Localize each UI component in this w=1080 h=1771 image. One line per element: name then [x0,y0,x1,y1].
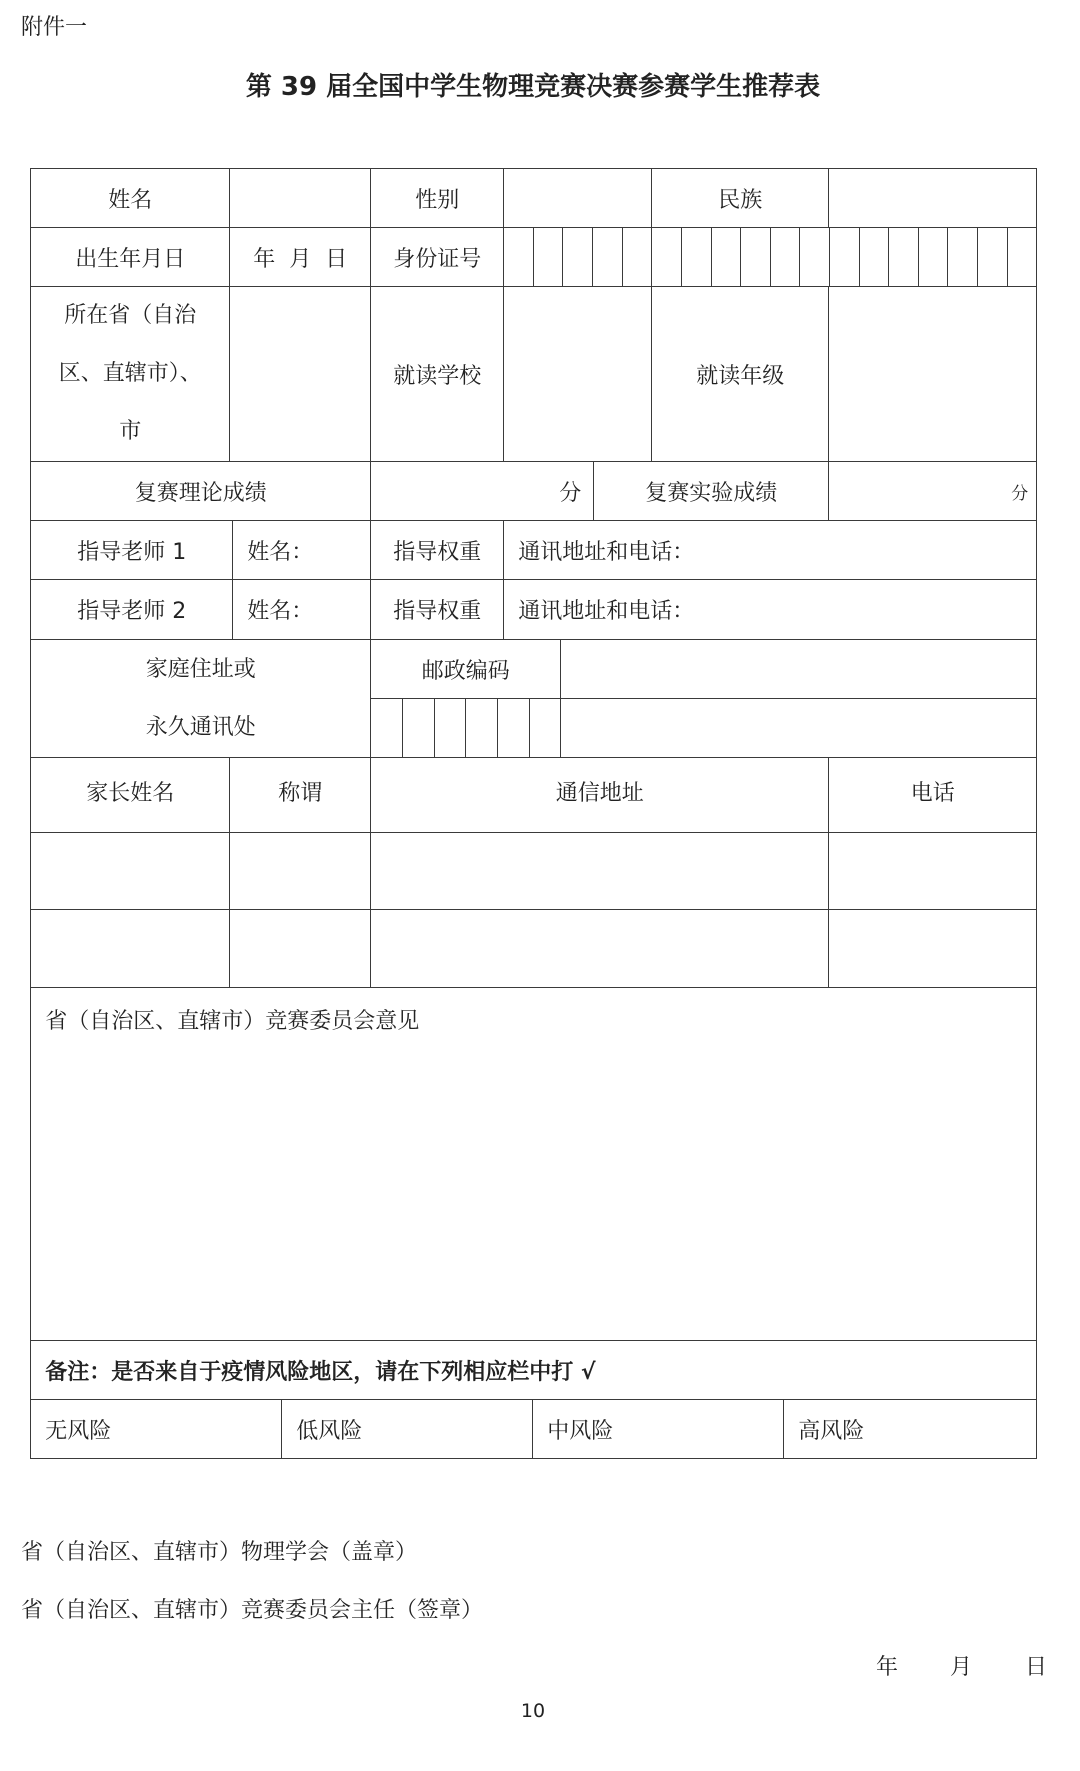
id-digit-cell[interactable] [770,227,801,287]
parent-address-cell[interactable] [370,832,829,910]
id-digit-cell[interactable] [740,227,771,287]
teacher-2-label: 指导老师 2 [30,579,233,640]
grade-label: 就读年级 [651,286,829,462]
teacher-2-weight-label: 指导权重 [370,579,504,640]
id-digit-cell[interactable] [533,227,564,287]
province-label-line: 区、直辖市）、 [58,361,202,387]
postal-digit-cell[interactable] [402,698,435,758]
parent-relation-cell[interactable] [229,832,371,910]
birth-field[interactable]: 年 月 日 [229,227,371,287]
society-seal-line: 省（自治区、直辖市）物理学会（盖章） [21,1540,418,1565]
experiment-score-field[interactable]: 分 [828,461,1037,521]
parent-address-header: 通信地址 [370,757,829,833]
id-digit-cell[interactable] [503,227,534,287]
birth-label: 出生年月日 [30,227,230,287]
school-label: 就读学校 [370,286,504,462]
teacher-1-label: 指导老师 1 [30,520,233,580]
id-digit-cell[interactable] [829,227,860,287]
risk-high-option[interactable]: 高风险 [783,1399,1037,1459]
risk-note: 备注：是否来自于疫情风险地区，请在下列相应栏中打 √ [30,1340,1037,1400]
risk-none-option[interactable]: 无风险 [30,1399,282,1459]
name-label: 姓名 [30,168,230,228]
province-label [30,286,230,462]
id-digit-cell[interactable] [622,227,653,287]
attachment-label: 附件一 [21,15,88,40]
parent-name-header: 家长姓名 [30,757,230,833]
postal-digit-cell[interactable] [465,698,498,758]
parent-phone-cell[interactable] [828,832,1037,910]
parent-relation-cell[interactable] [229,909,371,988]
postal-digit-cell[interactable] [434,698,467,758]
date-year: 年 [876,1655,899,1680]
id-digit-cell[interactable] [918,227,949,287]
teacher-2-name-field[interactable]: 姓名： [232,579,371,640]
gender-field[interactable] [503,168,652,228]
school-field[interactable] [503,286,652,462]
parent-name-cell[interactable] [30,832,230,910]
home-address-field-2[interactable] [560,698,1037,758]
province-label-line: 市 [119,419,142,445]
home-address-field[interactable] [560,639,1037,699]
name-field[interactable] [229,168,371,228]
ethnicity-label: 民族 [651,168,829,228]
experiment-score-label: 复赛实验成绩 [593,461,829,521]
gender-label: 性别 [370,168,504,228]
date-day: 日 [1025,1655,1048,1680]
home-address-line: 家庭住址或 [145,656,256,682]
id-digit-cell[interactable] [711,227,742,287]
province-field[interactable] [229,286,371,462]
theory-score-label: 复赛理论成绩 [30,461,371,521]
id-digit-cell[interactable] [681,227,712,287]
postal-digit-cell[interactable] [529,698,562,758]
postal-digit-cell[interactable] [497,698,530,758]
risk-medium-option[interactable]: 中风险 [532,1399,784,1459]
page-title: 第 39 届全国中学生物理竞赛决赛参赛学生推荐表 [245,72,821,102]
id-digit-cell[interactable] [651,227,682,287]
id-digit-cell[interactable] [1007,227,1038,287]
id-digit-cell[interactable] [947,227,978,287]
parent-phone-header: 电话 [828,757,1037,833]
page-number: 10 [520,1700,546,1722]
ethnicity-field[interactable] [828,168,1037,228]
date-month: 月 [950,1655,973,1680]
teacher-1-name-field[interactable]: 姓名： [232,520,371,580]
teacher-1-contact-field[interactable]: 通讯地址和电话： [503,520,1037,580]
teacher-1-weight-label: 指导权重 [370,520,504,580]
province-label-line: 所在省（自治 [64,303,197,329]
id-digit-cell[interactable] [799,227,830,287]
parent-name-cell[interactable] [30,909,230,988]
postal-code-label: 邮政编码 [370,639,561,699]
id-digit-cell[interactable] [859,227,890,287]
parent-phone-cell[interactable] [828,909,1037,988]
committee-opinion-field[interactable]: 省（自治区、直辖市）竞赛委员会意见 [30,987,1037,1341]
theory-score-field[interactable]: 分 [370,461,594,521]
risk-low-option[interactable]: 低风险 [281,1399,533,1459]
id-digit-cell[interactable] [592,227,623,287]
id-label: 身份证号 [370,227,504,287]
parent-relation-header: 称谓 [229,757,371,833]
postal-digit-cell[interactable] [370,698,403,758]
grade-field[interactable] [828,286,1037,462]
id-digit-cell[interactable] [977,227,1008,287]
director-sign-line: 省（自治区、直辖市）竞赛委员会主任（签章） [21,1598,484,1623]
home-address-label [30,639,371,758]
teacher-2-contact-field[interactable]: 通讯地址和电话： [503,579,1037,640]
id-digit-cell[interactable] [562,227,593,287]
home-address-line: 永久通讯处 [145,714,256,740]
id-digit-cell[interactable] [888,227,919,287]
parent-address-cell[interactable] [370,909,829,988]
